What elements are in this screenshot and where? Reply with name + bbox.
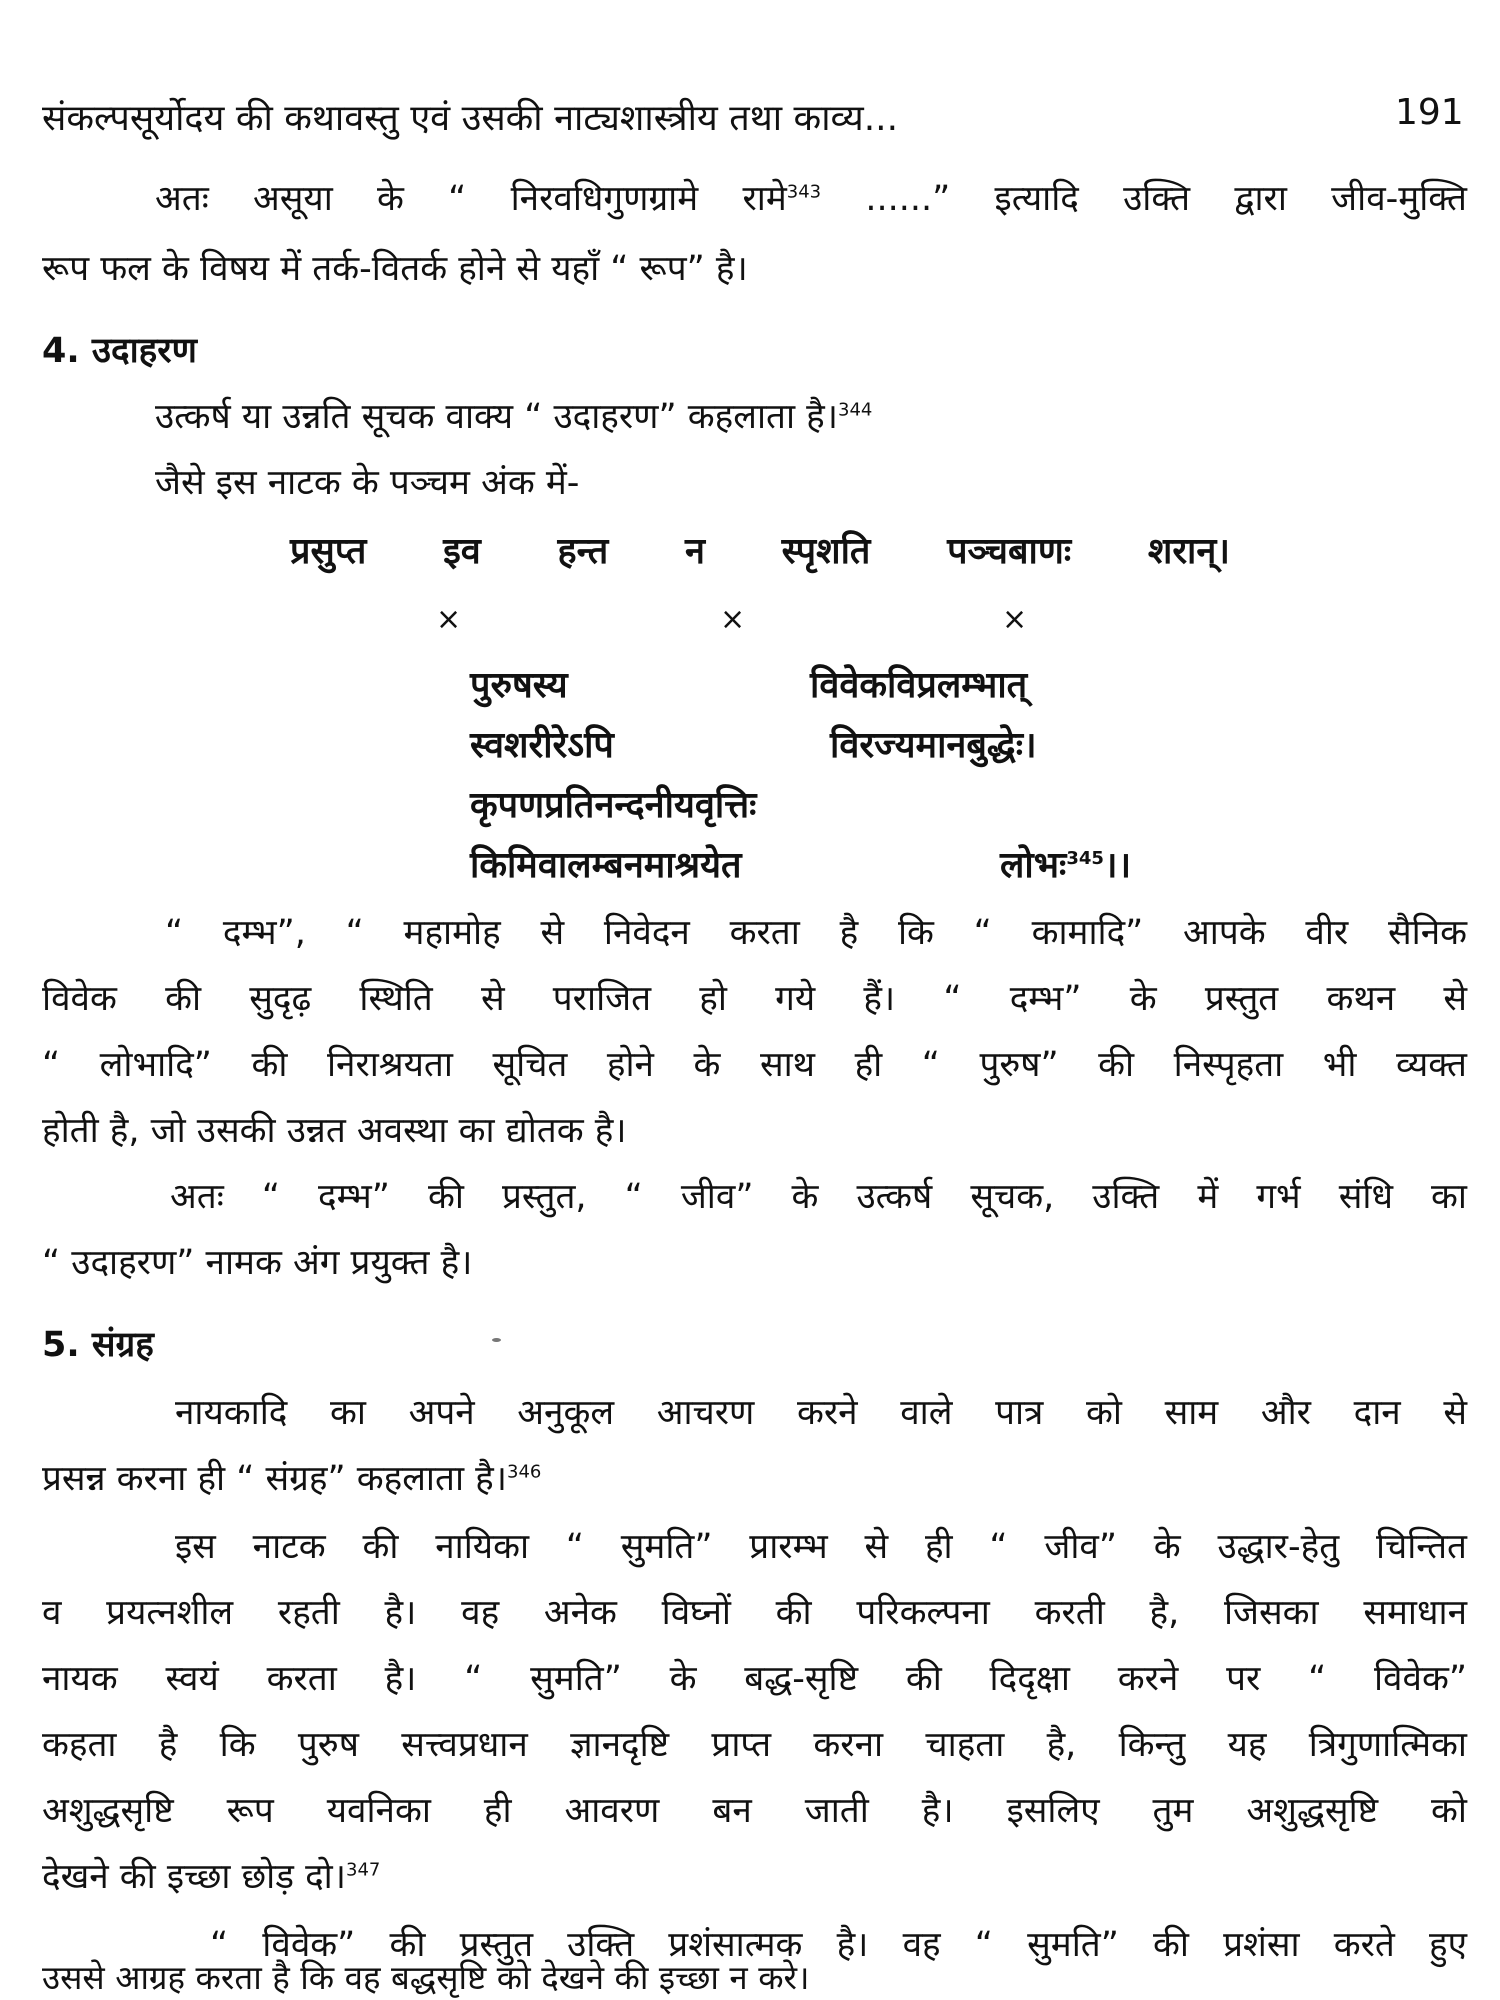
paragraph-line: “ विवेक” की प्रस्तुत उक्ति प्रशंसात्मक है। वह “ सुमति” की प्रशंसा करते हुए: [210, 1925, 1467, 1965]
omission-mark: ×: [1002, 602, 1028, 637]
text-span: ।।: [1103, 845, 1132, 886]
paragraph-line: अशुद्धसृष्टि रूप यवनिका ही आवरण बन जाती है। इसलिए तुम अशुद्धसृष्टि को: [42, 1791, 1467, 1831]
paragraph-line: “ लोभादि” की निराश्रयता सूचित होने के साथ ही “ पुरुष” की निस्पृहता भी व्यक्त: [42, 1045, 1467, 1085]
text-span: अतः असूया के “ निरवधिगुणग्रामे रामे: [155, 179, 787, 219]
section-heading: 4. उदाहरण: [42, 331, 197, 371]
paragraph-line: अतः “ दम्भ” की प्रस्तुत, “ जीव” के उत्कर्ष सूचक, उक्ति में गर्भ संधि का: [170, 1177, 1467, 1217]
text-span: प्रसन्न करना ही “ संग्रह” कहलाता है।: [42, 1459, 507, 1499]
scan-speck: [492, 1338, 501, 1342]
text-span: देखने की इच्छा छोड़ दो।: [42, 1857, 346, 1897]
example-intro: जैसे इस नाटक के पञ्चम अंक में-: [155, 463, 580, 503]
verse-line: विवेकविप्रलम्भात्: [810, 665, 1028, 706]
page-number: 191: [1395, 92, 1464, 133]
paragraph-line: [155, 178, 1467, 220]
omission-mark: ×: [436, 602, 462, 637]
verse-line: पुरुषस्य: [470, 665, 568, 706]
paragraph-line: विवेक की सुदृढ़ स्थिति से पराजित हो गये हैं। “ दम्भ” के प्रस्तुत कथन से: [42, 979, 1467, 1019]
paragraph-line: उससे आग्रह करता है कि वह बद्धसृष्टि को देखने की इच्छा न करे।: [42, 1958, 810, 1997]
omission-mark: ×: [720, 602, 746, 637]
paragraph-line: इस नाटक की नायिका “ सुमति” प्रारम्भ से ही “ जीव” के उद्धार-हेतु चिन्तित: [175, 1527, 1467, 1567]
paragraph-line: [42, 1856, 380, 1898]
definition-line: नायकादि का अपने अनुकूल आचरण करने वाले पात्र को साम और दान से: [175, 1393, 1467, 1433]
verse-line: स्वशरीरेऽपि: [470, 725, 614, 766]
verse-line: [1000, 844, 1131, 887]
footnote-ref: 346: [507, 1461, 542, 1483]
paragraph-line: “ उदाहरण” नामक अंग प्रयुक्त है।: [42, 1243, 473, 1283]
verse-line: कृपणप्रतिनन्दनीयवृत्तिः: [470, 785, 757, 826]
paragraph-line: रूप फल के विषय में तर्क-वितर्क होने से यहाँ “ रूप” है।: [42, 249, 748, 289]
paragraph-line: कहता है कि पुरुष सत्त्वप्रधान ज्ञानदृष्टि प्राप्त करना चाहता है, किन्तु यह त्रिगुणात्मिका: [42, 1725, 1467, 1765]
paragraph-line: “ दम्भ”, “ महामोह से निवेदन करता है कि “ कामादि” आपके वीर सैनिक: [165, 913, 1467, 953]
footnote-ref: 344: [838, 399, 873, 421]
footnote-ref: 343: [786, 181, 822, 203]
verse-line: प्रसुप्त इव हन्त न स्पृशति पञ्चबाणः शरान्।: [290, 531, 1230, 572]
paragraph-line: नायक स्वयं करता है। “ सुमति” के बद्ध-सृष्टि की दिदृक्षा करने पर “ विवेक”: [42, 1659, 1467, 1699]
text-span: उत्कर्ष या उन्नति सूचक वाक्य “ उदाहरण” कहलाता है।: [155, 397, 838, 437]
definition-line: [155, 396, 872, 438]
running-header-title: संकल्पसूर्योदय की कथावस्तु एवं उसकी नाट्यशास्त्रीय तथा काव्य...: [42, 98, 899, 139]
text-span: लोभः: [1000, 845, 1067, 886]
verse-line: किमिवालम्बनमाश्रयेत: [470, 845, 742, 886]
verse-line: विरज्यमानबुद्धेः।: [830, 725, 1037, 766]
paragraph-line: व प्रयत्नशील रहती है। वह अनेक विघ्नों की परिकल्पना करती है, जिसका समाधान: [42, 1593, 1467, 1633]
definition-line: [42, 1458, 541, 1500]
paragraph-line: होती है, जो उसकी उन्नत अवस्था का द्योतक है।: [42, 1111, 627, 1151]
footnote-ref: 345: [1066, 848, 1104, 869]
section-heading: 5. संग्रह: [42, 1325, 154, 1365]
footnote-ref: 347: [346, 1859, 381, 1881]
text-span: ......” इत्यादि उक्ति द्वारा जीव-मुक्ति: [821, 179, 1467, 219]
